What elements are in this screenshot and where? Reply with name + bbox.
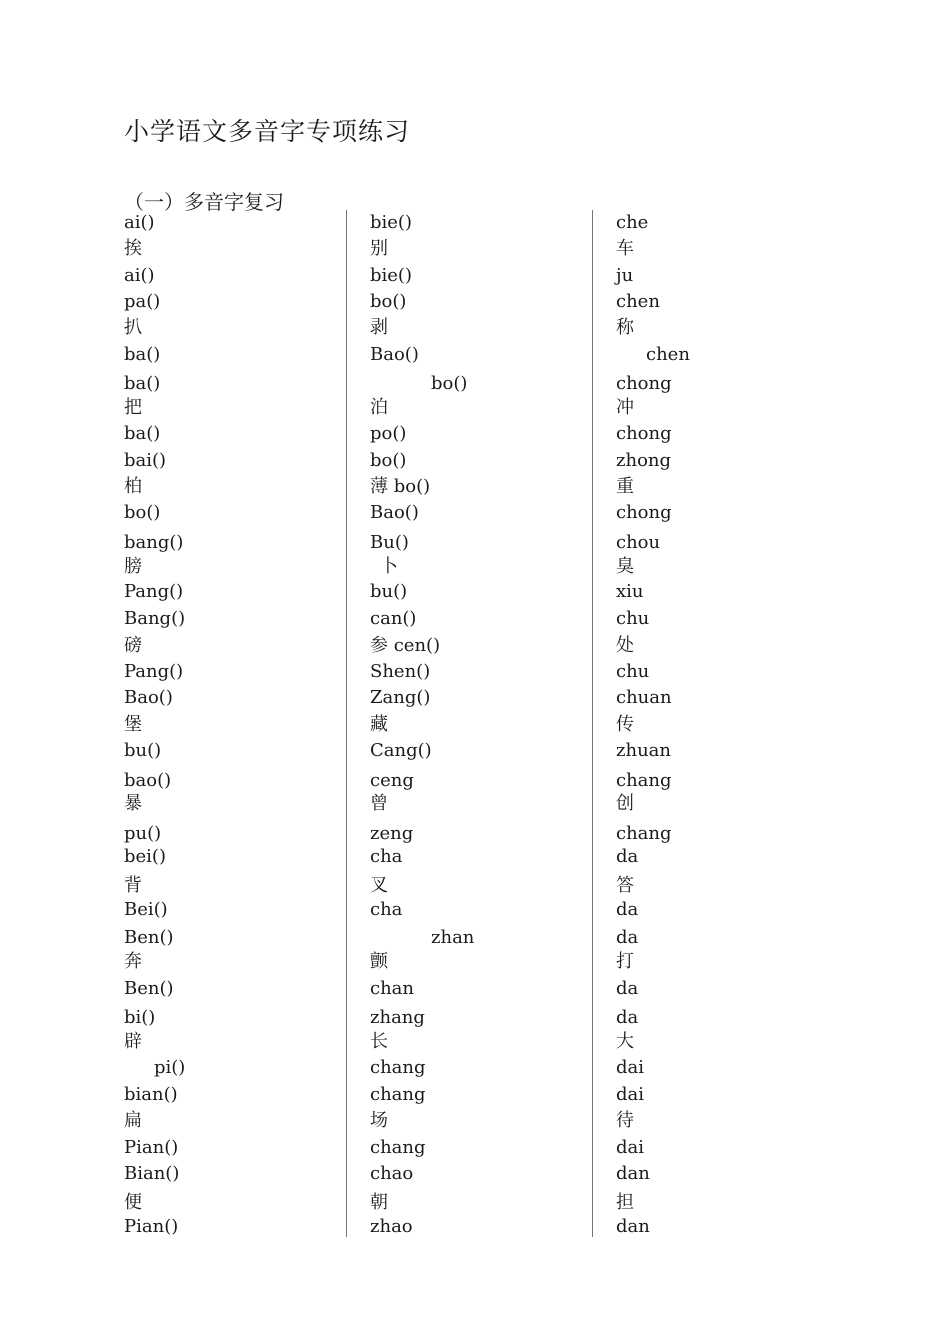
pinyin-entry: 答: [616, 875, 634, 896]
pinyin-entry: 扒: [124, 317, 142, 338]
pinyin-entry: bi(): [124, 1007, 156, 1028]
pinyin-entry: Pang(): [124, 581, 184, 602]
pinyin-entry: 叉: [370, 875, 388, 896]
pinyin-entry: bei(): [124, 846, 166, 867]
pinyin-entry: 辟: [124, 1031, 142, 1052]
pinyin-entry: 膀: [124, 556, 142, 577]
pinyin-entry: da: [616, 927, 639, 948]
pinyin-entry: 场: [370, 1110, 388, 1131]
pinyin-entry: 颤: [370, 951, 388, 972]
pinyin-entry: pa(): [124, 291, 161, 312]
pinyin-entry: Ben(): [124, 978, 174, 999]
pinyin-entry: 传: [616, 714, 634, 735]
pinyin-entry: zhong: [616, 450, 672, 471]
pinyin-entry: chong: [616, 373, 672, 394]
pinyin-entry: Zang(): [370, 687, 431, 708]
pinyin-entry: che: [616, 212, 649, 233]
pinyin-entry: chan: [370, 978, 414, 999]
pinyin-entry: dan: [616, 1163, 650, 1184]
pinyin-entry: Bu(): [370, 532, 409, 553]
pinyin-entry: Bao(): [370, 502, 419, 523]
pinyin-entry: chou: [616, 532, 661, 553]
pinyin-entry: ba(): [124, 373, 161, 394]
pinyin-entry: 奔: [124, 951, 142, 972]
pinyin-entry: 剥: [370, 317, 388, 338]
pinyin-entry: 臭: [616, 556, 634, 577]
pinyin-entry: 处: [616, 635, 634, 656]
pinyin-entry: 柏: [124, 476, 142, 497]
pinyin-entry: chang: [616, 770, 672, 791]
pinyin-entry: zhang: [370, 1007, 425, 1028]
pinyin-entry: chen: [616, 291, 660, 312]
page-title: 小学语文多音字专项练习: [124, 117, 411, 146]
pinyin-entry: 把: [124, 397, 142, 418]
pinyin-entry: 便: [124, 1192, 142, 1213]
pinyin-entry: bao(): [124, 770, 172, 791]
pinyin-entry: dai: [616, 1057, 645, 1078]
pinyin-entry: bu(): [124, 740, 162, 761]
section-heading: （一）多音字复习: [124, 190, 284, 214]
pinyin-entry: Bei(): [124, 899, 168, 920]
pinyin-entry: xiu: [616, 581, 644, 602]
pinyin-entry: Bao(): [370, 344, 419, 365]
pinyin-entry: bo(): [431, 373, 468, 394]
pinyin-entry: pu(): [124, 823, 162, 844]
pinyin-entry: chu: [616, 608, 650, 629]
pinyin-entry: chuan: [616, 687, 672, 708]
pinyin-entry: po(): [370, 423, 407, 444]
pinyin-entry: bian(): [124, 1084, 178, 1105]
pinyin-entry: Bang(): [124, 608, 186, 629]
pinyin-entry: 堡: [124, 714, 142, 735]
pinyin-entry: 创: [616, 793, 634, 814]
pinyin-entry: 担: [616, 1192, 634, 1213]
pinyin-entry: 车: [616, 238, 634, 259]
pinyin-entry: 长: [370, 1031, 388, 1052]
pinyin-entry: bo(): [124, 502, 161, 523]
pinyin-entry: 大: [616, 1031, 634, 1052]
pinyin-entry: 挨: [124, 238, 142, 259]
pinyin-entry: bo(): [370, 291, 407, 312]
pinyin-entry: bo(): [370, 450, 407, 471]
pinyin-entry: chang: [616, 823, 672, 844]
column-divider: [346, 210, 347, 1237]
pinyin-entry: 冲: [616, 397, 634, 418]
pinyin-entry: ai(): [124, 212, 155, 233]
pinyin-entry: Bao(): [124, 687, 173, 708]
pinyin-entry: da: [616, 846, 639, 867]
pinyin-entry: 泊: [370, 397, 388, 418]
pinyin-entry: chen: [646, 344, 690, 365]
pinyin-entry: 卜: [380, 556, 398, 577]
pinyin-entry: 称: [616, 317, 634, 338]
pinyin-entry: 打: [616, 951, 634, 972]
pinyin-entry: dan: [616, 1216, 650, 1237]
pinyin-entry: Pian(): [124, 1137, 179, 1158]
pinyin-entry: chu: [616, 661, 650, 682]
pinyin-entry: 藏: [370, 714, 388, 735]
pinyin-entry: 曾: [370, 793, 388, 814]
pinyin-entry: 暴: [124, 793, 142, 814]
pinyin-entry: 重: [616, 476, 634, 497]
pinyin-entry: bu(): [370, 581, 408, 602]
pinyin-entry: ba(): [124, 423, 161, 444]
pinyin-entry: chang: [370, 1137, 426, 1158]
pinyin-entry: ju: [616, 265, 634, 286]
pinyin-entry: Pian(): [124, 1216, 179, 1237]
pinyin-entry: zhan: [431, 927, 475, 948]
pinyin-entry: da: [616, 978, 639, 999]
pinyin-entry: 薄 bo(): [370, 476, 431, 497]
column-divider: [592, 210, 593, 1237]
pinyin-entry: da: [616, 1007, 639, 1028]
pinyin-entry: chang: [370, 1084, 426, 1105]
pinyin-entry: can(): [370, 608, 417, 629]
pinyin-entry: cha: [370, 846, 403, 867]
pinyin-entry: dai: [616, 1084, 645, 1105]
pinyin-entry: Pang(): [124, 661, 184, 682]
pinyin-entry: bai(): [124, 450, 167, 471]
pinyin-entry: 磅: [124, 635, 142, 656]
pinyin-entry: bang(): [124, 532, 184, 553]
pinyin-entry: zeng: [370, 823, 414, 844]
pinyin-entry: chong: [616, 502, 672, 523]
pinyin-entry: chang: [370, 1057, 426, 1078]
pinyin-entry: 别: [370, 238, 388, 259]
pinyin-entry: Shen(): [370, 661, 431, 682]
pinyin-entry: bie(): [370, 212, 412, 233]
pinyin-entry: ai(): [124, 265, 155, 286]
pinyin-entry: Bian(): [124, 1163, 180, 1184]
pinyin-entry: zhuan: [616, 740, 671, 761]
pinyin-entry: pi(): [154, 1057, 186, 1078]
pinyin-entry: cha: [370, 899, 403, 920]
pinyin-entry: da: [616, 899, 639, 920]
pinyin-entry: chao: [370, 1163, 414, 1184]
pinyin-entry: 参 cen(): [370, 635, 441, 656]
pinyin-entry: zhao: [370, 1216, 413, 1237]
pinyin-entry: dai: [616, 1137, 645, 1158]
pinyin-entry: bie(): [370, 265, 412, 286]
pinyin-entry: ceng: [370, 770, 414, 791]
pinyin-entry: 背: [124, 875, 142, 896]
pinyin-entry: Ben(): [124, 927, 174, 948]
pinyin-entry: chong: [616, 423, 672, 444]
pinyin-entry: ba(): [124, 344, 161, 365]
pinyin-entry: 朝: [370, 1192, 388, 1213]
pinyin-entry: Cang(): [370, 740, 432, 761]
pinyin-entry: 扁: [124, 1110, 142, 1131]
pinyin-entry: 待: [616, 1110, 634, 1131]
